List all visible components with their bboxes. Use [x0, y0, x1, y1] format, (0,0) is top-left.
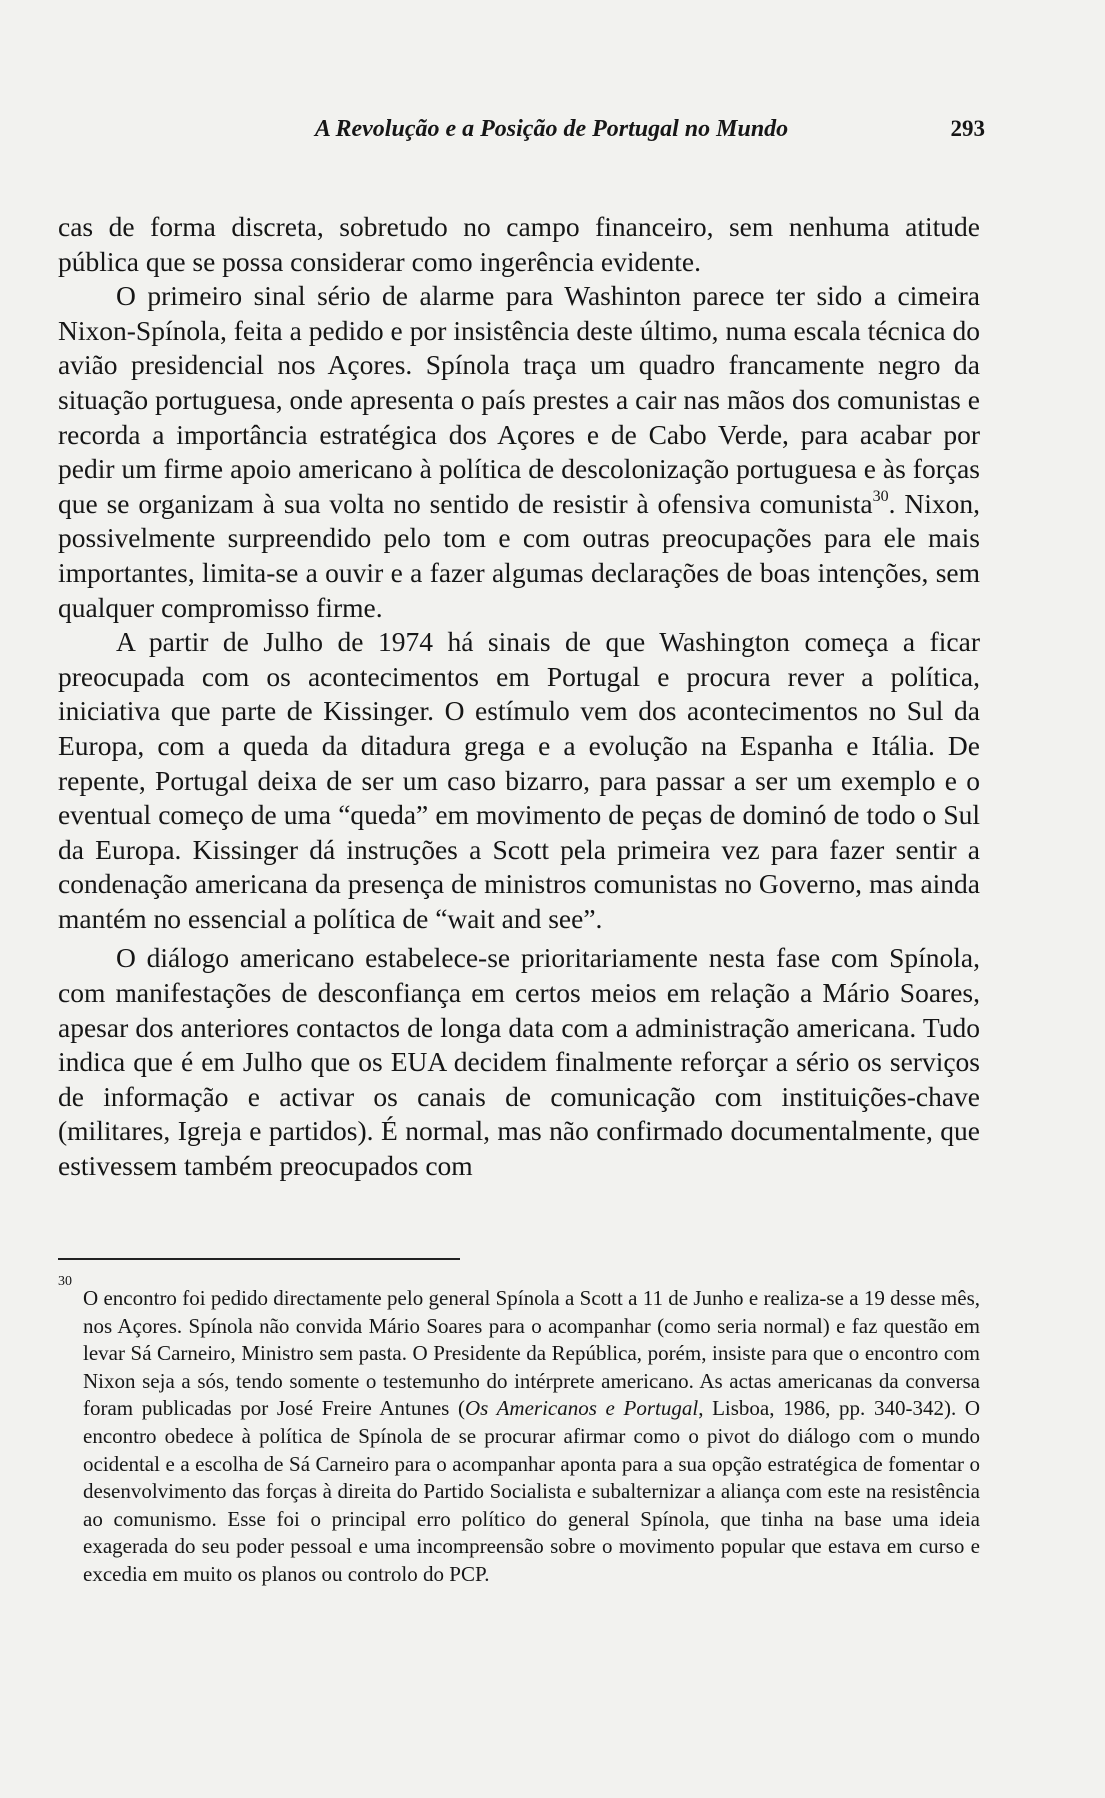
- page-number: 293: [950, 116, 985, 141]
- text-run: , Lisboa, 1986, pp. 340-342). O encontro obedece à política de Spínola de se procurar afirmar como o pivot do diálogo com o mundo ocidental e a escolha de Sá Carneiro para o acompanhar aponta para a sua opção estratégica de fomentar o desenvolvimento das forças à direita do Partido Socialista e subalternizar a aliança com este na resistência ao comunismo. Esse foi o principal erro político do general Spínola, que tinha na base uma ideia exagerada do seu poder pessoal e uma incompreensão sobre o movimento popular que estava em curso e excedia em muito os planos ou controlo do PCP.: [83, 1396, 981, 1586]
- running-head: [58, 116, 985, 152]
- running-head-title: A Revolução e a Posição de Portugal no Mundo: [314, 116, 789, 142]
- footnote-rule: [58, 1258, 460, 1260]
- footnote-text: [83, 1285, 980, 1589]
- text-run: A partir de Julho de 1974 há sinais de que Washington começa a ficar preocupada com os acontecimentos em Portugal e procura rever a política, iniciativa que parte de Kissinger. O estímulo vem dos acontecimentos no Sul da Europa, com a queda da ditadura grega e a evolução na Espanha e Itália. De repente, Portugal deixa de ser um caso bizarro, para passar a ser um exemplo e o eventual começo de uma “queda” em movimento de peças de dominó de todo o Sul da Europa. Kissinger dá instruções a Scott pela primeira vez para fazer sentir a condenação americana da presença de ministros comunistas no Governo, mas ainda mantém no essencial a política de “wait and see”.: [58, 626, 980, 934]
- footnote: [58, 1270, 980, 1610]
- paragraph: [58, 941, 980, 1183]
- paragraph: [58, 625, 980, 936]
- footnote-number: 30: [58, 1274, 72, 1289]
- text-run: O primeiro sinal sério de alarme para Washinton parece ter sido a cimeira Nixon-Spínola, feita a pedido e por insistência deste último, numa escala técnica do avião presidencial nos Açores. Spínola traça um quadro francamente negro da situação portuguesa, onde apresenta o país prestes a cair nas mãos dos comunistas e recorda a importância estratégica dos Açores e de Cabo Verde, para acabar por pedir um firme apoio americano à política de descolonização portuguesa e às forças que se organizam à sua volta no sentido de resistir à ofensiva comunista: [58, 280, 980, 519]
- paragraph: [58, 210, 980, 279]
- body-text: [58, 210, 980, 1184]
- italic-title: Os Americanos e Portugal: [464, 1396, 699, 1421]
- text-run: O diálogo americano estabelece-se prioritariamente nesta fase com Spínola, com manifestações de desconfiança em certos meios em relação a Mário Soares, apesar dos anteriores contactos de longa data com a administração americana. Tudo indica que é em Julho que os EUA decidem finalmente reforçar a sério os serviços de informação e activar os canais de comunicação com instituições-chave (militares, Igreja e partidos). É normal, mas não confirmado documentalmente, que estivessem também preocupados com: [58, 942, 980, 1182]
- text-run: cas de forma discreta, sobretudo no campo financeiro, sem nenhuma atitude pública que se possa considerar como ingerência evidente.: [58, 211, 980, 277]
- text-run: O encontro foi pedido directamente pelo general Spínola a Scott a 11 de Junho e realiza-se a 19 desse mês, nos Açores. Spínola não convida Mário Soares para o acompanhar (como seria normal) e faz questão em levar Sá Carneiro, Ministro sem pasta. O Presidente da República, porém, insiste para que o encontro com Nixon seja a sós, tendo somente o testemunho do intérprete americano. As actas americanas da conversa foram publicadas por José Freire Antunes (: [83, 1286, 980, 1421]
- paragraph: [58, 279, 980, 625]
- footnote-reference: 30: [872, 487, 889, 505]
- text-run: . Nixon, possivelmente surpreendido pelo tom e com outras preocupações para ele mais importantes, limita-se a ouvir e a fazer algumas declarações de boas intenções, sem qualquer compromisso firme.: [58, 487, 980, 623]
